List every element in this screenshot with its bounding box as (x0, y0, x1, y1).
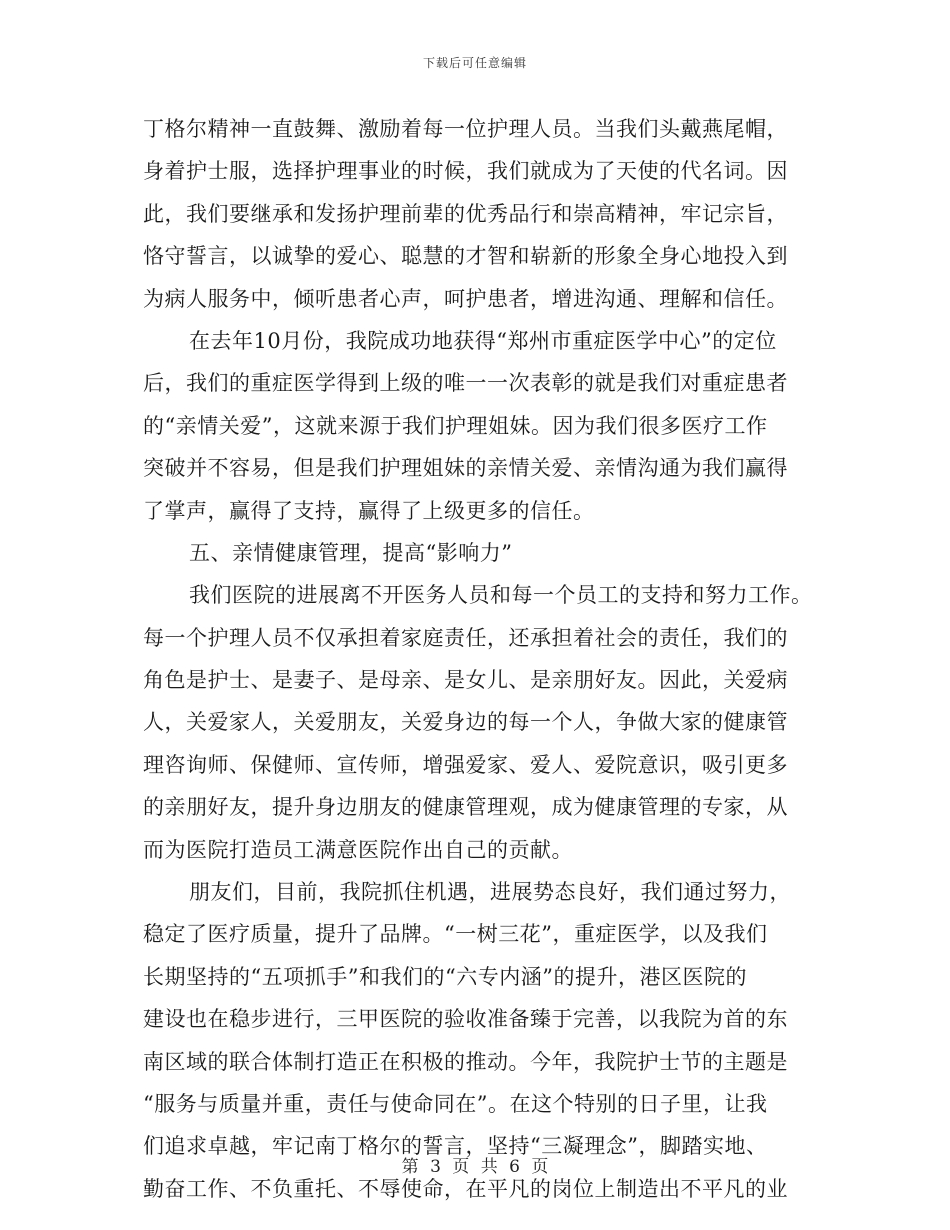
text-line: 为病人服务中，倾听患者心声，呵护患者，增进沟通、理解和信任。 (143, 286, 788, 311)
text-line: 突破并不容易，但是我们护理姐妹的亲情关爱、亲情沟通为我们赢得 (143, 456, 788, 481)
text-line: 而为医院打造员工满意医院作出自己的贡献。 (143, 837, 573, 862)
paragraph (143, 320, 813, 532)
text-line: 身着护士服，选择护理事业的时候，我们就成为了天使的代名词。因 (143, 159, 788, 184)
paragraph (143, 574, 813, 871)
text-line: 长期坚持的“五项抓手”和我们的“六专内涵”的提升，港区医院的 (143, 964, 747, 989)
text-line: 们追求卓越，牢记南丁格尔的誓言，坚持“三凝理念”，脚踏实地、 (143, 1134, 768, 1159)
text-line: 每一个护理人员不仅承担着家庭责任，还承担着社会的责任，我们的 (143, 625, 788, 650)
text-line: 在去年10月份，我院成功地获得“郑州市重症医学中心”的定位 (189, 328, 777, 353)
paragraph (143, 532, 813, 574)
text-line: 南区域的联合体制打造正在积极的推动。今年，我院护士节的主题是 (143, 1049, 788, 1074)
text-line: “服务与质量并重，责任与使命同在”。在这个特别的日子里，让我 (143, 1091, 768, 1116)
text-line: 的“亲情关爱”，这就来源于我们护理姐妹。因为我们很多医疗工作 (143, 413, 768, 438)
text-line: 稳定了医疗质量，提升了品牌。“一树三花”，重症医学，以及我们 (143, 922, 768, 947)
text-line: 理咨询师、保健师、宣传师，增强爱家、爱人、爱院意识，吸引更多 (143, 752, 788, 777)
text-line: 的亲朋好友，提升身边朋友的健康管理观，成为健康管理的专家，从 (143, 795, 788, 820)
body-text (143, 108, 813, 1210)
text-line: 丁格尔精神一直鼓舞、激励着每一位护理人员。当我们头戴燕尾帽， (143, 117, 788, 141)
text-line: 我们医院的进展离不开医务人员和每一个员工的支持和努力工作。 (189, 583, 813, 608)
text-line: 此，我们要继承和发扬护理前辈的优秀品行和崇高精神，牢记宗旨， (143, 201, 788, 226)
text-line: 了掌声，赢得了支持，赢得了上级更多的信任。 (143, 498, 595, 523)
text-line: 后，我们的重症医学得到上级的唯一一次表彰的就是我们对重症患者 (143, 371, 788, 396)
text-line: 朋友们，目前，我院抓住机遇，进展势态良好，我们通过努力， (189, 880, 791, 905)
page-header: 下载后可任意编辑 (422, 56, 527, 70)
text-line: 五、亲情健康管理，提高“影响力” (189, 540, 513, 565)
text-line: 人，关爱家人，关爱朋友，关爱身边的每一个人，争做大家的健康管 (143, 710, 788, 735)
page-footer: 第 3 页 共 6 页 (401, 1157, 549, 1177)
text-line: 角色是护士、是妻子、是母亲、是女儿、是亲朋好友。因此，关爱病 (143, 668, 788, 693)
text-line: 勤奋工作、不负重托、不辱使命，在平凡的岗位上制造出不平凡的业 (143, 1176, 788, 1201)
paragraph (143, 108, 813, 320)
text-line: 恪守誓言，以诚挚的爱心、聪慧的才智和崭新的形象全身心地投入到 (143, 244, 788, 269)
text-line: 建设也在稳步进行，三甲医院的验收准备臻于完善，以我院为首的东 (143, 1007, 788, 1032)
